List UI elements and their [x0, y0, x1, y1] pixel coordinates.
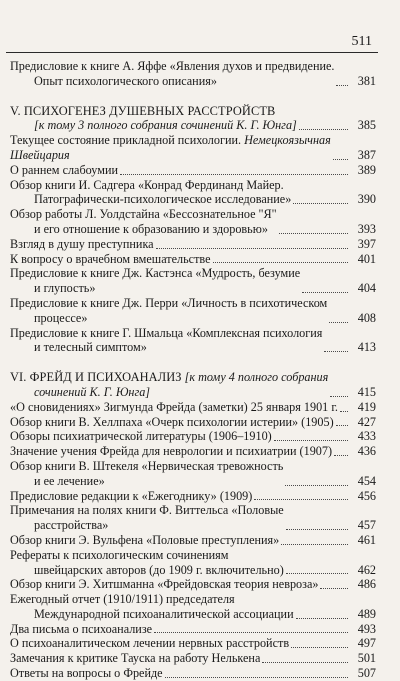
- toc-entry-title: и глупость»: [34, 281, 96, 296]
- toc-entry-page: 397: [357, 236, 376, 251]
- toc-entry: [10, 207, 376, 237]
- toc-entry-page: 436: [357, 444, 376, 459]
- leader-dots: [296, 618, 348, 619]
- toc-entry-title: Предисловие к книге Г. Шмальца «Комплексная психология: [10, 325, 323, 340]
- toc-entry-title: Швейцария: [10, 147, 70, 162]
- toc-entry: [10, 133, 376, 163]
- toc-entry-page: 457: [357, 518, 376, 533]
- toc-entry-page: 507: [357, 666, 376, 681]
- toc-entry-title: Обзоры психиатрической литературы (1906–1910): [10, 429, 272, 444]
- header-rule: [6, 52, 378, 53]
- toc-entry-page: 385: [357, 118, 376, 133]
- toc-entry-title: Предисловие к книге А. Яффе «Явления духов и предвидение.: [10, 59, 335, 73]
- toc-entry-page: 501: [357, 651, 376, 666]
- toc-entry: [10, 326, 376, 356]
- leader-dots: [165, 677, 348, 678]
- toc-entry: [10, 429, 376, 444]
- toc-entry-title: Взгляд в душу преступника: [10, 236, 154, 251]
- toc-entry-title: Рефераты к психологическим сочинениям: [10, 547, 229, 562]
- toc-entry-page: 401: [357, 251, 376, 266]
- leader-dots: [336, 85, 348, 86]
- toc-entry-page: 381: [357, 73, 376, 88]
- toc-entry-page: 389: [357, 162, 376, 177]
- toc-entry-page: 493: [357, 621, 376, 636]
- toc-entry: [10, 622, 376, 637]
- toc-entry-title: Международной психоаналитической ассоциации: [34, 606, 294, 621]
- leader-dots: [293, 203, 348, 204]
- toc-entry-title: Обзор книги Э. Хитшманна «Фрейдовская теория невроза»: [10, 577, 319, 592]
- leader-dots: [302, 292, 348, 293]
- toc-entry: [10, 636, 376, 651]
- toc-entry: [10, 163, 376, 178]
- leader-dots: [274, 440, 348, 441]
- toc-entry-title: О психоаналитическом лечении нервных расстройств: [10, 636, 290, 651]
- toc-entry-title: и телесный симптом»: [34, 340, 147, 355]
- toc-entry-page: 461: [357, 532, 376, 547]
- leader-dots: [329, 322, 348, 323]
- toc-entry-page: 486: [357, 577, 376, 592]
- section-heading-vi: [10, 370, 376, 400]
- leader-dots: [213, 262, 349, 263]
- leader-dots: [299, 129, 348, 130]
- toc-entry: [10, 489, 376, 504]
- toc-entry-title: К вопросу о врачебном вмешательстве: [10, 251, 211, 266]
- toc-entry-page: 415: [357, 384, 376, 399]
- leader-dots: [336, 425, 348, 426]
- leader-dots: [156, 248, 348, 249]
- toc-entry-title: Опыт психологического описания»: [34, 73, 217, 88]
- leader-dots: [285, 485, 348, 486]
- toc-entry-page: 454: [357, 473, 376, 488]
- toc-entry-title: Предисловие к книге Дж. Кастэнса «Мудрость, безумие: [10, 266, 301, 281]
- toc-entry: [10, 459, 376, 489]
- leader-dots: [120, 174, 348, 175]
- section-title: VI. ФРЕЙД И ПСИХОАНАЛИЗ: [10, 370, 182, 385]
- toc-entry-title: процессе»: [34, 310, 88, 325]
- leader-dots: [286, 529, 348, 530]
- toc-entry: [10, 533, 376, 548]
- toc-entry-title: швейцарских авторов (до 1909 г. включительно): [34, 562, 284, 577]
- leader-dots: [154, 632, 348, 633]
- series-note: сочинений К. Г. Юнга]: [34, 384, 151, 399]
- toc-entry-title: Предисловие редакции к «Ежегоднику» (1909): [10, 488, 253, 503]
- toc-entry-title: О раннем слабоумии: [10, 162, 118, 177]
- toc-entry-title: и ее лечение»: [34, 473, 105, 488]
- page-number: 511: [351, 34, 372, 49]
- toc-entry-title: Обзор книги В. Хеллпаха «Очерк психологии истерии» (1905): [10, 414, 334, 429]
- toc-entry: [10, 444, 376, 459]
- toc-entry-title: Предисловие к книге Дж. Перри «Личность в психотическом: [10, 295, 328, 310]
- toc-entry-title: «О сновидениях» Зигмунда Фрейда (заметки) 25 января 1901 г.: [10, 399, 338, 414]
- toc-entry-title: и его отношение к образованию и здоровью»: [34, 221, 268, 236]
- toc-entry: [10, 666, 376, 681]
- leader-dots: [340, 411, 348, 412]
- toc-entry: [10, 577, 376, 592]
- toc-entry: [10, 400, 376, 415]
- toc-entry-page: 497: [357, 636, 376, 651]
- toc-entry-title: Замечания к критике Тауска на работу Нелькена: [10, 651, 261, 666]
- toc-entry-title: Обзор книги И. Садгера «Конрад Фердинанд Майер.: [10, 177, 284, 192]
- table-of-contents: [10, 59, 376, 681]
- leader-dots: [320, 588, 348, 589]
- toc-entry: [10, 415, 376, 430]
- toc-entry: [10, 59, 376, 89]
- toc-entry-title: Обзор книги Э. Вульфена «Половые преступления»: [10, 532, 280, 547]
- leader-dots: [291, 647, 348, 648]
- leader-dots: [262, 662, 348, 663]
- leader-dots: [334, 455, 348, 456]
- toc-entry-page: 456: [357, 488, 376, 503]
- toc-entry-page: 489: [357, 606, 376, 621]
- toc-entry: [10, 651, 376, 666]
- leader-dots: [324, 351, 348, 352]
- toc-entry-page: 393: [357, 221, 376, 236]
- toc-entry-page: 404: [357, 281, 376, 296]
- series-note: [к тому 4 полного собрания: [184, 370, 329, 385]
- toc-entry-page: 462: [357, 562, 376, 577]
- leader-dots: [333, 159, 348, 160]
- toc-entry: [10, 503, 376, 533]
- toc-entry-title: Значение учения Фрейда для неврологии и психиатрии (1907): [10, 444, 333, 459]
- toc-entry-page: 413: [357, 340, 376, 355]
- leader-dots: [286, 573, 348, 574]
- toc-entry: [10, 266, 376, 296]
- toc-entry-title: Текущее состояние прикладной психологии.: [10, 133, 242, 148]
- series-note: [к тому 3 полного собрания сочинений К. Г. Юнга]: [34, 118, 297, 133]
- leader-dots: [254, 499, 348, 500]
- toc-entry-page: 387: [357, 147, 376, 162]
- toc-entry-page: 419: [357, 399, 376, 414]
- toc-entry-title: Ежегодный отчет (1910/1911) председателя: [10, 592, 235, 607]
- toc-entry: [10, 252, 376, 267]
- toc-entry-title: Примечания на полях книги Ф. Виттельса «Половые: [10, 503, 284, 518]
- toc-entry-title: расстройства»: [34, 518, 109, 533]
- leader-dots: [279, 233, 348, 234]
- leader-dots: [281, 544, 348, 545]
- section-title: V. ПСИХОГЕНЕЗ ДУШЕВНЫХ РАССТРОЙСТВ: [10, 103, 276, 118]
- toc-entry-page: 390: [357, 192, 376, 207]
- toc-entry-title: Два письма о психоанализе: [10, 621, 153, 636]
- toc-entry-title: Ответы на вопросы о Фрейде: [10, 666, 163, 681]
- toc-entry-title: Патографически-психологическое исследование»: [34, 192, 292, 207]
- leader-dots: [330, 396, 348, 397]
- toc-entry: [10, 296, 376, 326]
- toc-entry: [10, 178, 376, 208]
- toc-entry-title: Обзор книги В. Штекеля «Нервическая тревожность: [10, 458, 284, 473]
- toc-entry: [10, 548, 376, 578]
- toc-entry-page: 427: [357, 414, 376, 429]
- toc-entry-title-italic: Немецкоязычная: [244, 133, 331, 148]
- section-heading-v: [10, 104, 376, 134]
- toc-entry: [10, 592, 376, 622]
- toc-entry-page: 433: [357, 429, 376, 444]
- toc-entry: [10, 237, 376, 252]
- toc-entry-page: 408: [357, 310, 376, 325]
- toc-entry-title: Обзор работы Л. Уолдстайна «Бессознательное "Я": [10, 207, 277, 222]
